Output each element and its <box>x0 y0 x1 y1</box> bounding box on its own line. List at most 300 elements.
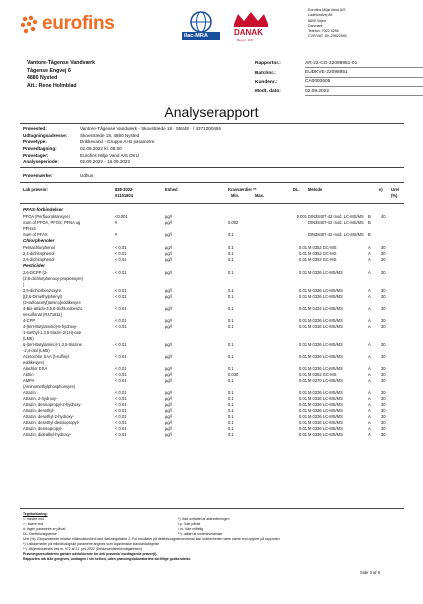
cell-max: 0.1 <box>228 251 234 256</box>
cell-m: M 0336 LC-MS/MS <box>308 354 343 359</box>
cell-x: 30 <box>381 378 386 383</box>
info-value: Udhus <box>80 172 94 178</box>
cell-v: < 0.01 <box>115 324 127 329</box>
cell-m: M 0352 GC-MS <box>308 245 337 250</box>
cell-dl: 0.01 <box>299 270 307 275</box>
cell-v: < 0.01 <box>115 432 127 437</box>
table-row <box>23 432 403 438</box>
company-line: Ladelundvej 85 <box>308 13 333 18</box>
cell-max: 0.1 <box>228 396 234 401</box>
cell-dl: 0.01 <box>299 378 307 383</box>
cell-v: < 0.01 <box>115 390 127 395</box>
meta-value: AR-22-CO-22098951-01 <box>305 59 423 68</box>
cell-max: 0.1 <box>228 420 234 425</box>
cell-max: 0.1 <box>228 294 234 299</box>
cell-u: µg/l <box>165 270 172 275</box>
cell-e: A <box>368 354 371 359</box>
cell-x: 30 <box>381 251 386 256</box>
cell-m: M 0336 LC-MS/MS <box>308 318 343 323</box>
cell-v: < 0.01 <box>115 426 127 431</box>
divider <box>20 123 404 124</box>
cell-m: DIN38407-42 mod. LC-MS/MS <box>308 220 364 225</box>
cell-u: µg/l <box>165 220 172 225</box>
cell-m: M 0336 LC-MS/MS <box>308 414 343 419</box>
address-line: Vantore-Tågense Vandværk <box>27 60 96 66</box>
info-value: 02.09.2022 kl. 08.50 <box>80 145 122 151</box>
cell-n: nesulfonat (R471811) <box>23 312 63 317</box>
cell-e: A <box>368 270 371 275</box>
cell-dl: 0.01 <box>299 342 307 347</box>
cell-u: µg/l <box>165 342 172 347</box>
cell-e: B <box>368 232 371 237</box>
company-line: CVR/VAT: DK-29822590 <box>308 34 347 39</box>
cell-n: 1-methyl-1,3,5-triazin-2(1H)-one <box>23 330 82 335</box>
cell-v: # <box>115 220 118 225</box>
cell-m: M 0336 LC-MS/MS <box>308 270 343 275</box>
info-row <box>23 138 221 145</box>
cell-x: 30 <box>381 342 386 347</box>
info-key: Analyseperiode: <box>23 159 59 165</box>
cell-e: A <box>368 420 371 425</box>
cell-e: A <box>368 294 371 299</box>
section-heading <box>23 263 403 270</box>
cell-n: eddikesyre) <box>23 360 45 365</box>
cell-m: M 0336 LC-MS/MS <box>308 396 343 401</box>
cell-u: µg/l <box>165 288 172 293</box>
cell-v: < 0.01 <box>115 270 127 275</box>
cell-e: A <box>368 432 371 437</box>
cell-n: 2,6-dichlorbenzoxyre <box>23 288 62 293</box>
cell-n: Sum of PFAS <box>23 232 48 237</box>
cell-u: µg/l <box>165 402 172 407</box>
col-ext: e) <box>379 187 383 192</box>
cell-dl: 0.01 <box>299 396 307 401</box>
company-line: 6600 Vejen <box>308 18 326 23</box>
divider <box>20 167 404 168</box>
meta-key: Rapportnr.: <box>255 61 281 67</box>
footnote: Prøvningsresultaterne gælder udelukkende for det/ prøvede/ modtagende prøver(t). <box>23 552 158 556</box>
section-title: PFAS-forbindelser <box>23 207 64 212</box>
cell-v: < 0.01 <box>115 318 127 323</box>
cell-max: 0.1 <box>228 324 234 329</box>
ilac-mra-logo <box>180 10 222 42</box>
cell-dl: 0.01 <box>299 288 307 293</box>
cell-x: 30 <box>381 432 386 437</box>
cell-e: A <box>368 251 371 256</box>
cell-max: 0.1 <box>228 408 234 413</box>
cell-e: B <box>368 220 371 225</box>
cell-m: M 0336 LC-MS/MS <box>308 324 343 329</box>
cell-v: < 0.01 <box>115 372 127 377</box>
cell-u: µg/l <box>165 306 172 311</box>
cell-n: (Aminomethylphosphonsyre) <box>23 384 76 389</box>
cell-u: µg/l <box>165 318 172 323</box>
cell-u: µg/l <box>165 372 172 377</box>
info-key: Prøvetype: <box>23 139 47 145</box>
footnote: Rapporten må ikke gengives, undtagen i sin helhed, uden prøvningslaboratoriets skriftlige godkendelse. <box>23 557 192 561</box>
meta-row <box>255 68 423 77</box>
cell-dl: 0.01 <box>299 366 307 371</box>
cell-v: < 0.01 <box>115 366 127 371</box>
cell-max: 0.1 <box>228 257 234 262</box>
cell-x: 30 <box>381 408 386 413</box>
col-unc: Urel <box>391 187 399 192</box>
cell-dl: 0.01 <box>299 257 307 262</box>
cell-x: 40 <box>381 214 386 219</box>
cell-n: 2,6-DCPP (2- <box>23 270 48 275</box>
divider <box>20 508 404 509</box>
cell-x: 30 <box>381 402 386 407</box>
cell-n: 6-(tert-Butylamino)-1,3,5-triazine <box>23 342 82 347</box>
meta-value: 02.09.2022 <box>305 87 423 96</box>
table-header <box>23 187 403 203</box>
cell-u: µg/l <box>165 294 172 299</box>
info-value: Skovstræde 18, 4880 Nysted <box>80 132 140 138</box>
meta-value: CA0003605 <box>305 78 423 87</box>
col-sample-id: 838-2022- <box>115 187 134 192</box>
cell-m: M 0336 LC-MS/MS <box>308 420 343 425</box>
page-number <box>360 570 380 575</box>
info-row <box>23 172 93 179</box>
cell-u: µg/l <box>165 251 172 256</box>
info-value: Eurofins Miljø Vand A/S DKU <box>80 152 139 158</box>
report-meta <box>255 59 423 97</box>
cell-v: < 0.01 <box>115 342 127 347</box>
section-title: Chlorphenoler <box>23 238 55 243</box>
cell-v: < 0.01 <box>115 294 127 299</box>
col-lab: Lab prøvenr: <box>23 187 49 192</box>
cell-x: 30 <box>381 257 386 262</box>
cell-n: Atrazin, desisopropyl-2-hydroxy- <box>23 402 82 407</box>
cell-x: 30 <box>381 396 386 401</box>
cell-n: (2-sulfoacetyl)amino]eddikesyre <box>23 300 81 305</box>
cell-v: < 0.01 <box>115 251 127 256</box>
col-max: Max. <box>255 193 265 198</box>
info-row <box>23 145 221 152</box>
cell-m: M 0336 LC-MS/MS <box>308 402 343 407</box>
danak-logo <box>228 10 274 44</box>
info-row <box>23 152 221 159</box>
legend-title: Tegnforklaring: <box>23 512 48 516</box>
cell-x: 30 <box>381 324 386 329</box>
company-line: Danmark <box>308 23 323 28</box>
info-value: 02.09.2022 - 16.09.2022 <box>80 159 131 165</box>
col-dl: DL. <box>293 187 300 192</box>
page-label: Side <box>360 570 369 575</box>
cell-dl: 0.01 <box>299 318 307 323</box>
cell-e: A <box>368 257 371 262</box>
cell-max: 0.1 <box>228 366 234 371</box>
cell-m: M 0352 GC-MS <box>308 257 337 262</box>
section-heading <box>23 238 403 245</box>
cell-n: Atrazin, didealkyl-hydroxy- <box>23 432 72 437</box>
cell-e: A <box>368 390 371 395</box>
legend-item: i.m.: ikke målelig <box>178 527 204 531</box>
info-key: Prøvested: <box>23 125 47 131</box>
cell-max: 0.1 <box>228 245 234 250</box>
danak-reg: Reg.nr. 168 <box>237 38 253 42</box>
cell-dl: 0.01 <box>299 372 307 377</box>
meta-value: EUDKVE-22098951 <box>305 69 423 78</box>
cell-n: -2,4-diol (LM5) <box>23 348 50 353</box>
address-line: 4880 Nysted <box>27 75 58 82</box>
cell-v: < 0.01 <box>115 378 127 383</box>
info-row <box>23 125 221 132</box>
cell-v: < 0.01 <box>115 288 127 293</box>
legend-item: <: mindre end <box>23 517 44 521</box>
company-line: Telefon: 7022 4256 <box>308 29 339 34</box>
cell-e: A <box>368 396 371 401</box>
page-total: 6 <box>377 570 381 575</box>
cell-x: 30 <box>381 426 386 431</box>
cell-m: M 0336 LC-MS/MS <box>308 288 343 293</box>
cell-v: < 0.01 <box>115 408 127 413</box>
cell-x: 30 <box>381 414 386 419</box>
meta-key: Modt. dato: <box>255 89 281 95</box>
company-info <box>308 8 347 40</box>
cell-n: Aldrin <box>23 372 34 377</box>
cell-max: 0.1 <box>228 390 234 395</box>
cell-m: M 0352 GC-MS <box>308 372 337 377</box>
cell-max: 0.002 <box>228 220 239 225</box>
cell-n: 2,6-dichlorphenol <box>23 257 55 262</box>
legend-item: **): udført af underleverandør <box>178 532 223 536</box>
cell-dl: 0.01 <box>299 426 307 431</box>
cell-v: < 0.01 <box>115 245 127 250</box>
footnote: **): Miljøministeriets bek.nr. 972 af 21. juni 2022 (Drikkevandsbekendtgørelsen) <box>23 547 142 551</box>
legend-item: #: Ingen parametre er påvist <box>23 527 66 531</box>
cell-n: (LM6) <box>23 336 34 341</box>
cell-m: M 0336 LC-MS/MS <box>308 432 343 437</box>
cell-u: µg/l <box>165 354 172 359</box>
cell-dl: 0.01 <box>299 306 307 311</box>
cell-m: M 0352 GC-MS <box>308 251 337 256</box>
cell-dl: 0.001 <box>296 214 307 219</box>
cell-u: µg/l <box>165 396 172 401</box>
eurofins-dots-icon <box>20 15 40 35</box>
cell-dl: 0.01 <box>299 414 307 419</box>
cell-dl: 0.01 <box>299 432 307 437</box>
cell-u: µg/l <box>165 432 172 437</box>
cell-m: M 0336 LC-MS/MS <box>308 426 343 431</box>
cell-m: M 0336 LC-MS/MS <box>308 408 343 413</box>
meta-key: Batchnr.: <box>255 70 276 76</box>
cell-max: 0.1 <box>228 432 234 437</box>
cell-x: 30 <box>381 318 386 323</box>
cell-dl: 0.01 <box>299 294 307 299</box>
cell-n: 2,4-dichlorphenol <box>23 251 55 256</box>
cell-m: M 0424 LC-MS/MS <box>308 306 343 311</box>
cell-n: Acetochlor SAA (t-sulfinyl <box>23 354 69 359</box>
cell-max: 0.030 <box>228 372 239 377</box>
address-line: Tågense Engvej 6 <box>27 67 71 74</box>
info-row <box>23 158 221 165</box>
page-title: Analyserapport <box>164 104 259 120</box>
col-limit: Kravværdier ** <box>228 187 257 192</box>
cell-max: 0.1 <box>228 354 234 359</box>
cell-x: 30 <box>381 288 386 293</box>
cell-dl: 0.01 <box>299 245 307 250</box>
info-value: Vantore-Tågense Vandværk - Skovstræde 18 · 55848 · / 4371000496 <box>80 125 222 131</box>
cell-e: A <box>368 324 371 329</box>
cell-n: Atrazin, desethyl-desisopropyl- <box>23 420 79 425</box>
cell-x: 30 <box>381 270 386 275</box>
cell-x: 30 <box>381 390 386 395</box>
cell-max: 0.1 <box>228 232 234 237</box>
cell-e: A <box>368 408 371 413</box>
cell-e: A <box>368 366 371 371</box>
cell-e: A <box>368 402 371 407</box>
legend-item: DL: Detektionsgrænse <box>23 532 57 536</box>
info-row <box>23 132 221 139</box>
recipient-address <box>27 60 95 90</box>
cell-e: B <box>368 214 371 219</box>
cell-u: µg/l <box>165 366 172 371</box>
legend-item: > : større end <box>23 522 44 526</box>
cell-u: µg/l <box>165 257 172 262</box>
company-line: Eurofins Miljø Vand A/S <box>308 8 346 12</box>
cell-n: Atrazin, desethyl-2-hydroxy- <box>23 414 74 419</box>
cell-v: < 0.01 <box>115 414 127 419</box>
cell-u: µg/l <box>165 232 172 237</box>
cell-max: 0.1 <box>228 342 234 347</box>
info-key: Prøvemærke: <box>23 172 53 178</box>
footer <box>23 512 403 562</box>
cell-max: 0.1 <box>228 402 234 407</box>
sample-info <box>23 125 221 165</box>
cell-max: 0.1 <box>228 270 234 275</box>
address-line: Att.: Rene Holmblad <box>27 82 77 89</box>
cell-v: < 0.01 <box>115 257 127 262</box>
results-table <box>23 207 403 438</box>
cell-n: Pentachlorphenol <box>23 245 55 250</box>
cell-v: <0.001 <box>115 214 128 219</box>
cell-e: A <box>368 372 371 377</box>
cell-u: µg/l <box>165 408 172 413</box>
cell-dl: 0.01 <box>299 408 307 413</box>
sample-mark <box>23 172 93 179</box>
cell-e: A <box>368 414 371 419</box>
meta-row <box>255 78 423 87</box>
cell-n: Atrazin <box>23 390 36 395</box>
info-key: Udtagningsadresse: <box>23 132 68 138</box>
cell-n: ) <box>23 282 25 287</box>
cell-n: 4-(tert-Butylamino)-6-hydroxy- <box>23 324 78 329</box>
footnote: *): Usikkerheder på mikrobiologiske parametre angives som logaritmiske standardafvigelse <box>23 542 160 546</box>
cell-e: A <box>368 426 371 431</box>
cell-dl: 0.01 <box>299 420 307 425</box>
info-key: Prøvedtagning: <box>23 145 57 151</box>
cell-v: < 0.01 <box>115 396 127 401</box>
brand-name: eurofins <box>42 13 115 34</box>
cell-max: 0.1 <box>228 318 234 323</box>
cell-x: 30 <box>381 420 386 425</box>
divider <box>20 182 404 183</box>
cell-max: 0.1 <box>228 426 234 431</box>
cell-max: 0.1 <box>228 378 234 383</box>
cell-u: µg/l <box>165 426 172 431</box>
cell-u: µg/l <box>165 390 172 395</box>
cell-u: µg/l <box>165 414 172 419</box>
cell-dl: 0.01 <box>299 354 307 359</box>
cell-n: Alachlor ESA <box>23 366 48 371</box>
cell-m: M 0336 LC-MS/MS <box>308 390 343 395</box>
cell-max: 0.1 <box>228 414 234 419</box>
cell-v: < 0.01 <box>115 354 127 359</box>
cell-max: 0.1 <box>228 288 234 293</box>
section-heading <box>23 207 403 214</box>
ilac-text: ilac-MRA <box>184 33 208 39</box>
page-of: af <box>373 570 377 575</box>
cell-max: 0.1 <box>228 306 234 311</box>
divider <box>20 203 404 204</box>
cell-e: A <box>368 288 371 293</box>
cell-n: PFOA (Perfluoroktansyre) <box>23 214 70 219</box>
cell-m: M 0270 LC-MS/MS <box>308 378 343 383</box>
cell-v: < 0.01 <box>115 306 127 311</box>
cell-dl: 0.01 <box>299 402 307 407</box>
cell-dl: 0.01 <box>299 390 307 395</box>
page-current: 3 <box>369 570 372 575</box>
cell-m: DIN38407-42 mod. LC-MS/MS <box>308 214 364 219</box>
cell-m: M 0336 LC-MS/MS <box>308 342 343 347</box>
cell-n: Atrazin, 2-hydroxy- <box>23 396 58 401</box>
cell-v: < 0.01 <box>115 420 127 425</box>
cell-u: µg/l <box>165 214 172 219</box>
cell-x: 30 <box>381 366 386 371</box>
cell-e: A <box>368 342 371 347</box>
cell-n: PFHxS <box>23 226 36 231</box>
cell-n: Atrazin, desisopropyl- <box>23 426 63 431</box>
cell-x: 30 <box>381 245 386 250</box>
cell-v: < 0.01 <box>115 402 127 407</box>
cell-x: 30 <box>381 306 386 311</box>
danak-name: DANAK <box>234 28 263 37</box>
cell-n: Sum of PFOA, PFOS, PFNA og <box>23 220 81 225</box>
cell-dl: 0.01 <box>299 324 307 329</box>
legend-item: i.p.: ikke påvist <box>178 522 201 526</box>
legend-item: *): ikke omfattet af akkrediteringen <box>178 517 230 521</box>
cell-v: # <box>115 232 118 237</box>
cell-n: 4-Bis-amido-3,5,6-trichlorobenzo <box>23 306 83 311</box>
cell-n: (2,6-dichlorphenoxy-propionsyre) <box>23 276 84 281</box>
section-title: Pesticider <box>23 263 45 268</box>
cell-e: A <box>368 378 371 383</box>
cell-e: A <box>368 245 371 250</box>
cell-n: [(2,6-Dimethylphenyl) <box>23 294 62 299</box>
cell-n: Atrazin, desethyl- <box>23 408 55 413</box>
info-key: Prøvetager: <box>23 152 49 158</box>
meta-row <box>255 59 423 68</box>
cell-m: M 0336 LC-MS/MS <box>308 294 343 299</box>
cell-m: DIN38407-42 mod. LC-MS/MS <box>308 232 364 237</box>
col-method: Metode <box>308 187 323 192</box>
cell-x: 30 <box>381 372 386 377</box>
cell-n: 4-CPP <box>23 318 36 323</box>
col-unc-unit: (%) <box>391 193 398 198</box>
cell-e: A <box>368 318 371 323</box>
col-sample-id-2: 01101804 <box>115 193 133 198</box>
meta-key: Kundenr.: <box>255 79 278 85</box>
footnote: Urel (%): Ekspanderede relative måleusikkerhed med dækningsfaktor 2. For resultater på detektionsgrænseniveau kan usikkerheden være større end opgivet på rapporten. <box>23 537 281 541</box>
col-min: Min. <box>231 193 240 198</box>
cell-u: µg/l <box>165 324 172 329</box>
cell-u: µg/l <box>165 420 172 425</box>
cell-m: M 0336 LC-MS/MS <box>308 366 343 371</box>
info-value: Drikkevand - Gruppe A+B parametre <box>80 139 155 145</box>
cell-e: A <box>368 306 371 311</box>
cell-u: µg/l <box>165 378 172 383</box>
